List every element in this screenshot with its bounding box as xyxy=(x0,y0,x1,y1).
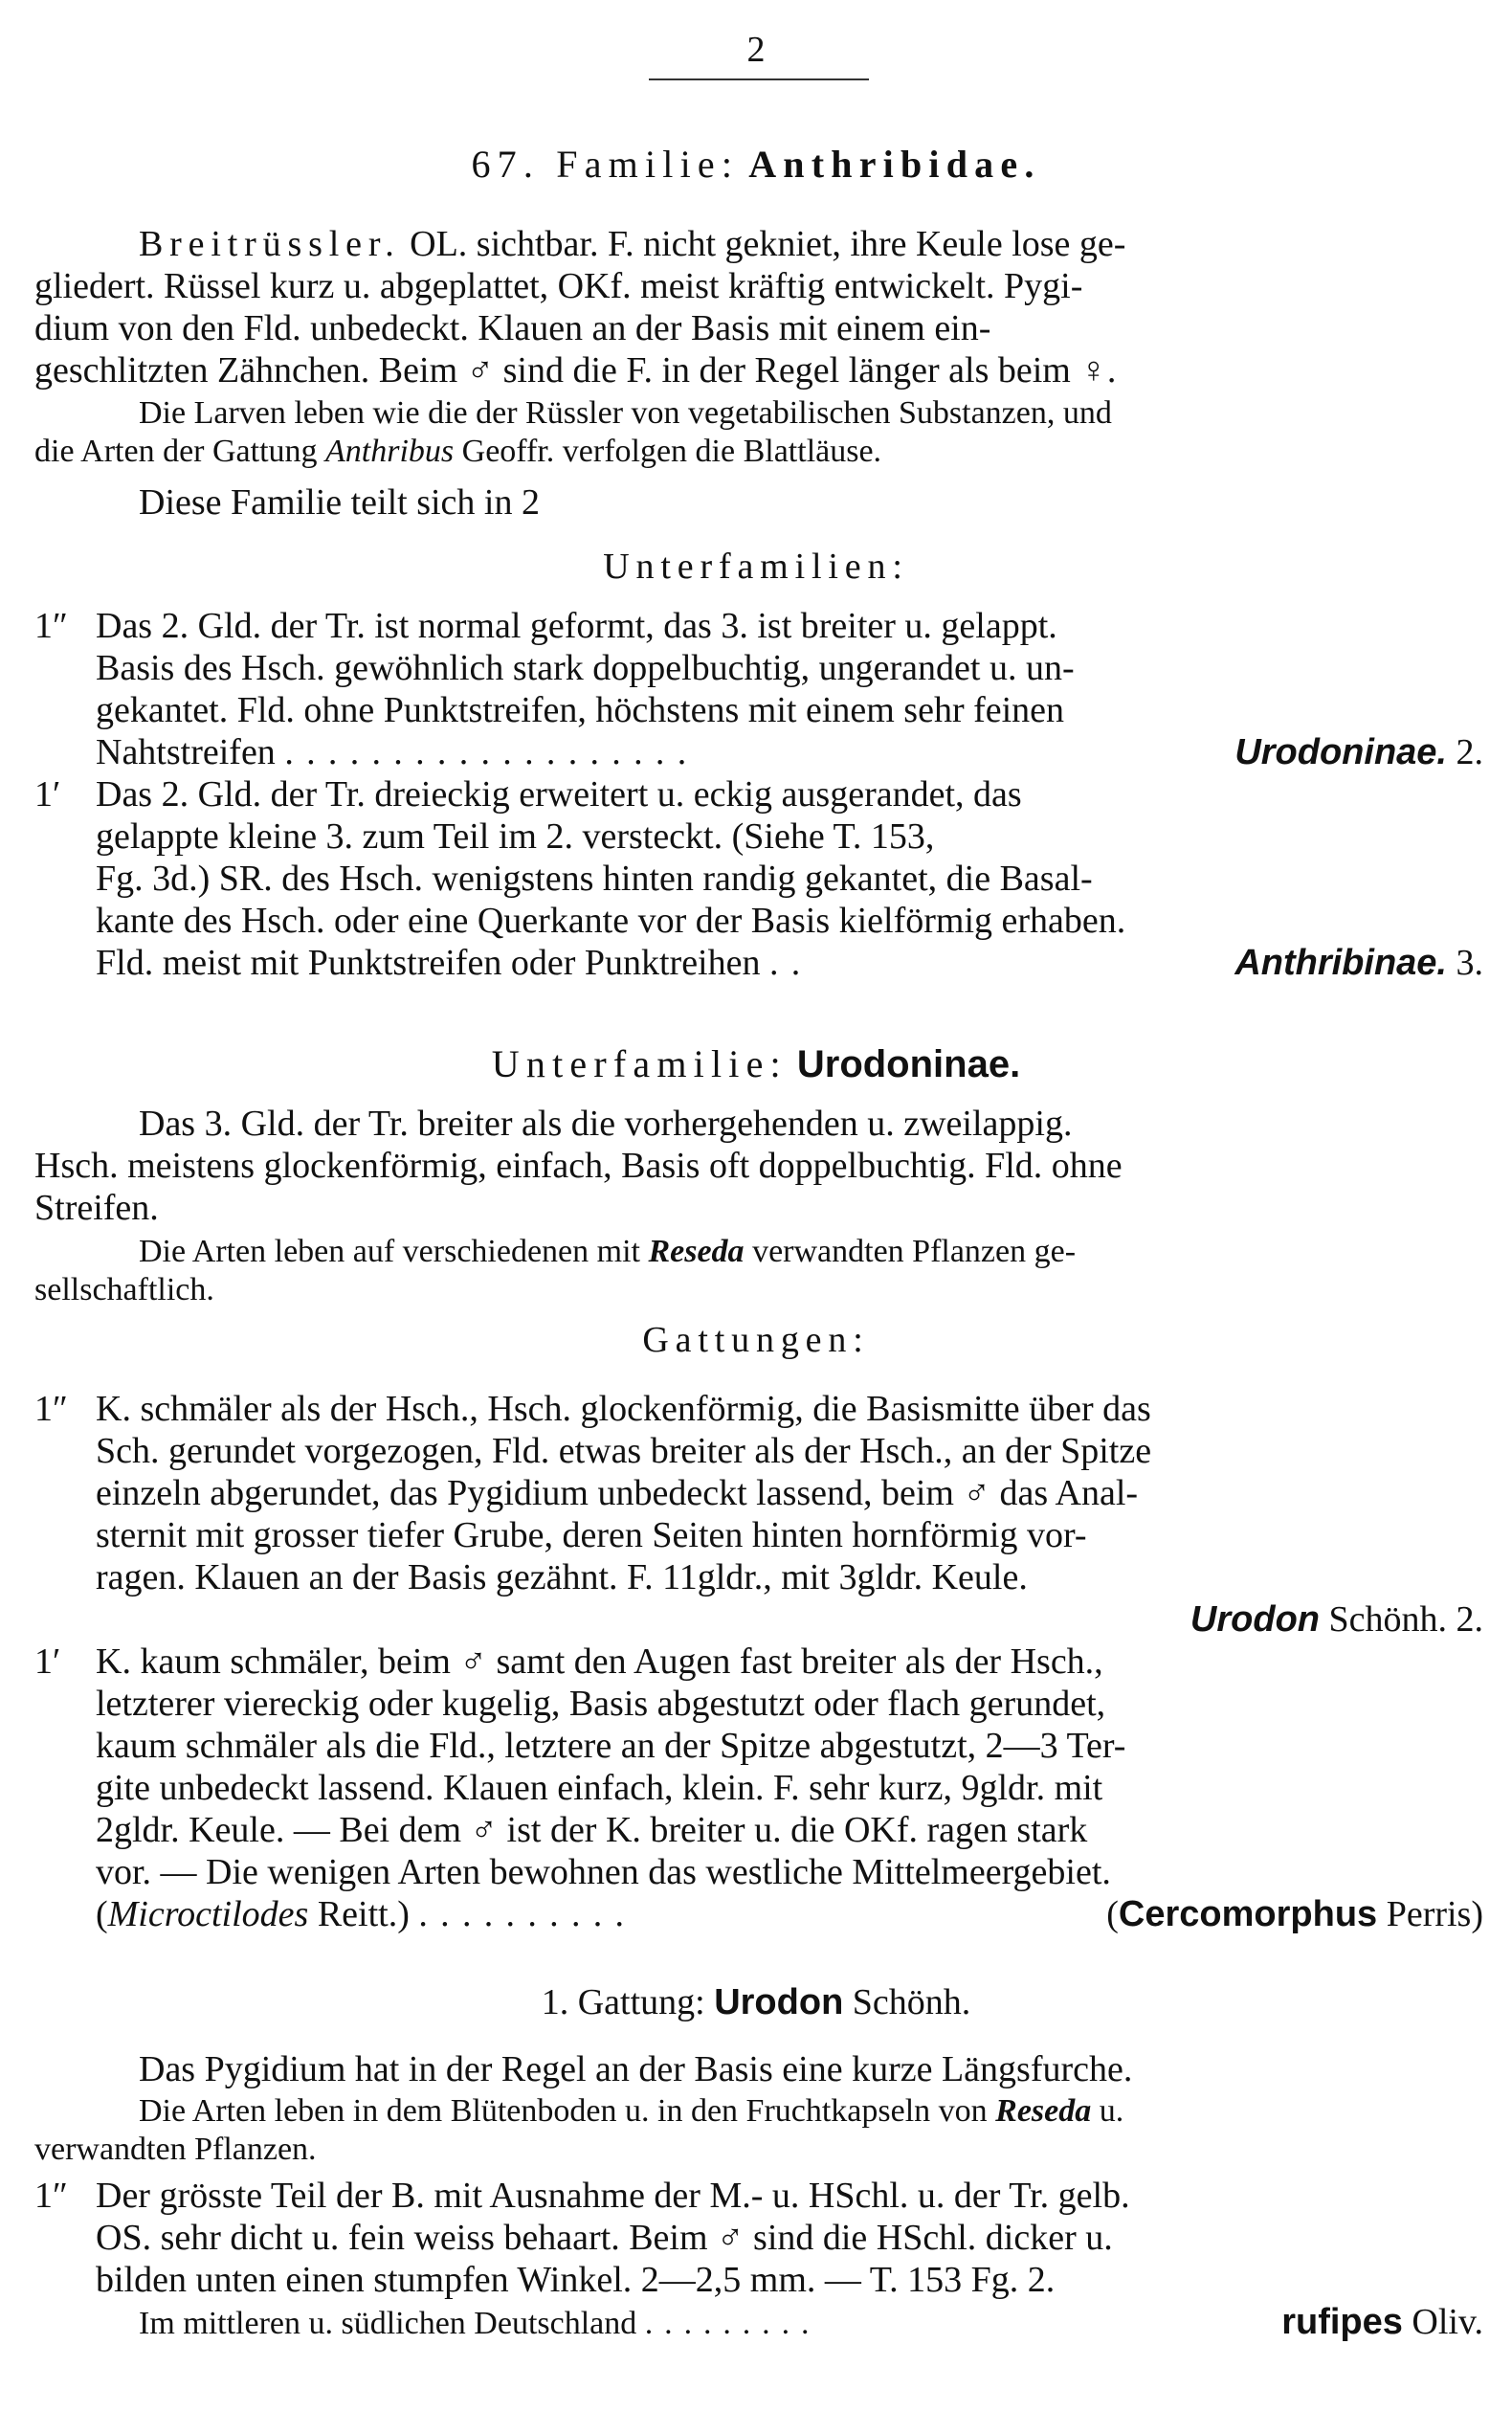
leader-dots: .......... xyxy=(418,1894,637,1934)
leader-dots: ................... xyxy=(284,732,700,772)
intro-line-3: dium von den Fld. unbedeckt. Klauen an der Basis mit einem ein- xyxy=(34,308,991,348)
genus-key-1b-taxon: (Cercomorphus Perris) xyxy=(1106,1894,1483,1934)
breitruessler: Breitrüssler. xyxy=(139,224,401,264)
genus-key-1-line-4: sternit mit grosser tiefer Grube, deren Seiten hinten hornförmig vor- xyxy=(96,1515,1087,1555)
urodoninae-heading: Unterfamilie: Urodoninae. xyxy=(491,1042,1021,1085)
genus-key-1b-line-6: vor. — Die wenigen Arten bewohnen das westliche Mittelmeergebiet. xyxy=(96,1852,1111,1892)
genus-key-1-taxon: Urodon Schönh. 2. xyxy=(1190,1599,1483,1640)
genus-key-1b-number: 1′ xyxy=(34,1641,61,1682)
genus-key-1-line-2: Sch. gerundet vorgezogen, Fld. etwas breiter als der Hsch., an der Spitze xyxy=(96,1431,1152,1471)
taxon-urodoninae: Urodoninae. xyxy=(1234,732,1447,772)
genus-microctilodes: Microctilodes xyxy=(107,1894,309,1934)
taxon-cercomorphus: Cercomorphus xyxy=(1118,1894,1378,1934)
family-heading-prefix: 67. Familie: xyxy=(471,143,740,186)
key-1b-line-1: Das 2. Gld. der Tr. dreieckig erweitert u. eckig ausgerandet, das xyxy=(96,774,1022,815)
key-1b-line-3: Fg. 3d.) SR. des Hsch. wenigstens hinten randig gekantet, die Basal- xyxy=(96,859,1093,899)
key-1-line-3: gekantet. Fld. ohne Punktstreifen, höchstens mit einem sehr feinen xyxy=(96,690,1065,730)
genus-key-1b-line-4: gite unbedeckt lassend. Klauen einfach, klein. F. sehr kurz, 9gldr. mit xyxy=(96,1768,1103,1808)
genus-key-1b-line-5: 2gldr. Keule. — Bei dem ♂ ist der K. breiter u. die OKf. ragen stark xyxy=(96,1810,1088,1850)
intro-line-4: geschlitzten Zähnchen. Beim ♂ sind die F. in der Regel länger als beim ♀. xyxy=(34,350,1117,391)
gattungen-heading: Gattungen: xyxy=(642,1320,870,1360)
key-1b-line-5: Fld. meist mit Punktstreifen oder Punktreihen .. xyxy=(96,943,813,983)
larvae-line-2: die Arten der Gattung Anthribus Geoffr. verfolgen die Blattläuse. xyxy=(34,434,882,469)
key-1-taxon: Urodoninae. 2. xyxy=(1234,732,1483,772)
urod-desc-line-3: Streifen. xyxy=(34,1188,159,1228)
genus-reseda: Reseda xyxy=(648,1234,745,1269)
genus-key-1b-line-3: kaum schmäler als die Fld., letztere an der Spitze abgestutzt, 2—3 Ter- xyxy=(96,1726,1126,1766)
key-1-line-1: Das 2. Gld. der Tr. ist normal geformt, das 3. ist breiter u. gelappt. xyxy=(96,606,1057,646)
genus-anthribus: Anthribus xyxy=(325,434,455,469)
header-rule xyxy=(649,78,869,80)
species-key-1-line-2: OS. sehr dicht u. fein weiss behaart. Beim ♂ sind die HSchl. dicker u. xyxy=(96,2218,1113,2258)
intro-line-2: gliedert. Rüssel kurz u. abgeplattet, OKf. meist kräftig entwickelt. Pygi- xyxy=(34,266,1083,306)
subfamilies-heading: Unterfamilien: xyxy=(603,547,909,587)
species-rufipes: rufipes xyxy=(1281,2302,1403,2342)
species-key-1-line-1: Der grösste Teil der B. mit Ausnahme der M.- u. HSchl. u. der Tr. gelb. xyxy=(96,2176,1130,2216)
gattung-1-heading: 1. Gattung: Urodon Schönh. xyxy=(541,1982,971,2022)
urod-note-line-2: sellschaftlich. xyxy=(34,1272,214,1307)
division-text: Diese Familie teilt sich in 2 xyxy=(139,482,540,523)
species-key-1-number: 1″ xyxy=(34,2176,68,2216)
urod-desc-line-1: Das 3. Gld. der Tr. breiter als die vorhergehenden u. zweilappig. xyxy=(139,1104,1073,1144)
key-1-number: 1″ xyxy=(34,606,68,646)
key-1b-line-2: gelappte kleine 3. zum Teil im 2. versteckt. (Siehe T. 153, xyxy=(96,816,935,857)
key-1b-line-4: kante des Hsch. oder eine Querkante vor der Basis kielförmig erhaben. xyxy=(96,901,1126,941)
species-key-1-distribution: Im mittleren u. südlichen Deutschland ......... xyxy=(139,2306,821,2341)
key-1-line-2: Basis des Hsch. gewöhnlich stark doppelbuchtig, ungerandet u. un- xyxy=(96,648,1075,688)
leader-dots: ......... xyxy=(644,2306,821,2341)
key-1b-number: 1′ xyxy=(34,774,61,815)
family-heading xyxy=(0,144,1512,186)
urodoninae-heading-name: Urodoninae. xyxy=(796,1043,1021,1085)
genus-key-1-number: 1″ xyxy=(34,1389,68,1429)
genus-key-1-line-3: einzeln abgerundet, das Pygidium unbedeckt lassend, beim ♂ das Anal- xyxy=(96,1473,1139,1513)
key-1-line-4: Nahtstreifen ................... xyxy=(96,732,700,772)
intro-line-1: Breitrüssler. OL. sichtbar. F. nicht gekniet, ihre Keule lose ge- xyxy=(139,224,1126,264)
genus-reseda: Reseda xyxy=(995,2093,1092,2129)
page-number: 2 xyxy=(746,30,766,70)
genus-key-1b-line-1: K. kaum schmäler, beim ♂ samt den Augen fast breiter als der Hsch., xyxy=(96,1641,1103,1682)
urod-desc-line-2: Hsch. meistens glockenförmig, einfach, Basis oft doppelbuchtig. Fld. ohne xyxy=(34,1146,1123,1186)
leader-dots: .. xyxy=(768,943,813,983)
taxon-anthribinae: Anthribinae. xyxy=(1234,943,1447,983)
species-key-1-line-3: bilden unten einen stumpfen Winkel. 2—2,5 mm. — T. 153 Fg. 2. xyxy=(96,2260,1056,2300)
taxon-urodon: Urodon xyxy=(1190,1599,1320,1640)
larvae-line-1: Die Larven leben wie die der Rüssler von vegetabilischen Substanzen, und xyxy=(139,395,1112,431)
urod-note-line-1: Die Arten leben auf verschiedenen mit Reseda verwandten Pflanzen ge- xyxy=(139,1234,1077,1269)
genus-key-1b-line-2: letzterer viereckig oder kugelig, Basis abgestutzt oder flach gerundet, xyxy=(96,1684,1106,1724)
gattung-1-desc: Das Pygidium hat in der Regel an der Basis eine kurze Längsfurche. xyxy=(139,2049,1133,2089)
genus-key-1-line-1: K. schmäler als der Hsch., Hsch. glockenförmig, die Basismitte über das xyxy=(96,1389,1151,1429)
genus-key-1b-line-7: (Microctilodes Reitt.) .......... xyxy=(96,1894,637,1934)
genus-key-1-line-5: ragen. Klauen an der Basis gezähnt. F. 11gldr., mit 3gldr. Keule. xyxy=(96,1557,1028,1597)
species-rufipes-entry: rufipes Oliv. xyxy=(1281,2302,1483,2342)
key-1b-taxon: Anthribinae. 3. xyxy=(1234,943,1483,983)
family-heading-name: Anthribidae. xyxy=(748,143,1041,186)
gattung-1-note-line-2: verwandten Pflanzen. xyxy=(34,2132,317,2167)
gattung-1-name: Urodon xyxy=(714,1982,844,2022)
gattung-1-note-line-1: Die Arten leben in dem Blütenboden u. in den Fruchtkapseln von Reseda u. xyxy=(139,2093,1124,2129)
